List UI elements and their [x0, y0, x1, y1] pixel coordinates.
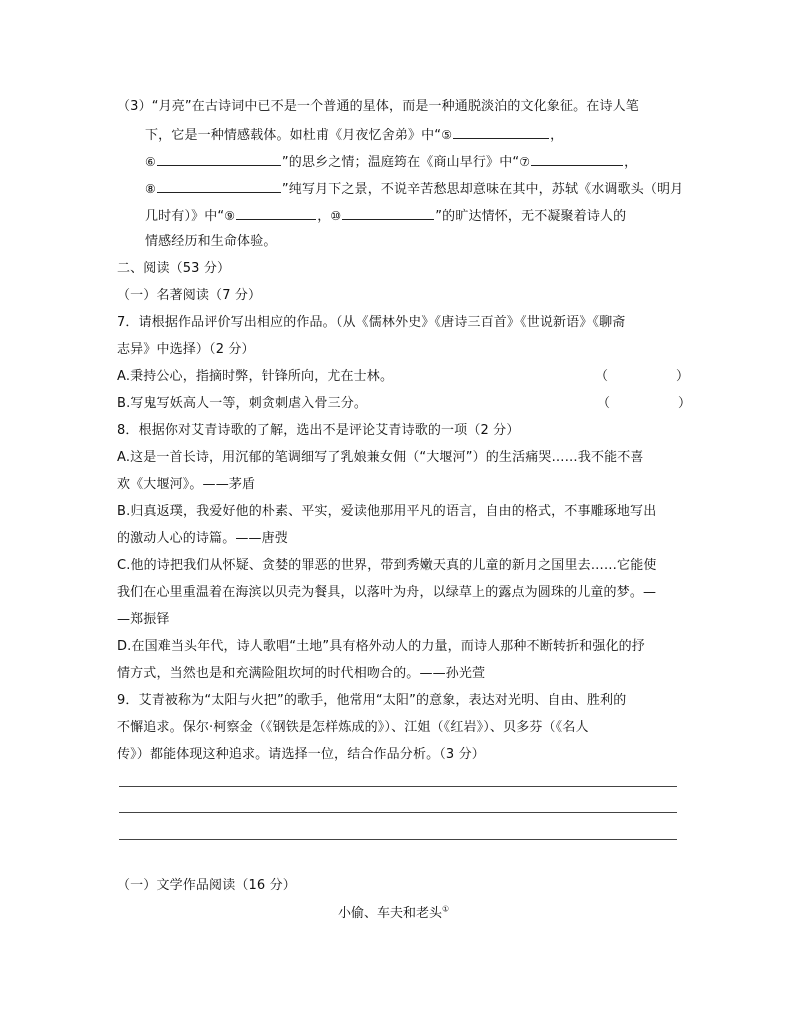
- q8-option-c-line-3: —郑振铎: [117, 612, 170, 627]
- q3-line-2: 下，它是一种情感载体。如杜甫《月夜忆舍弟》中“⑤ ，: [145, 128, 564, 143]
- blank-marker-5: ⑤: [441, 128, 453, 142]
- blank-marker-9: ⑨: [224, 209, 236, 223]
- answer-blank-5[interactable]: [453, 126, 549, 139]
- q8-option-a-line-1: A.这是一首长诗，用沉郁的笔调细写了乳娘兼女佣（“大堰河”）的生活痛哭……我不能不喜: [117, 450, 644, 465]
- q8-option-c-line-2: 我们在心里重温着在海滨以贝壳为餐具，以落叶为舟，以绿草上的露点为圆珠的儿童的梦。—: [117, 585, 657, 600]
- answer-blank-7[interactable]: [531, 153, 623, 166]
- part-2-heading: （一）文学作品阅读（16 分）: [117, 878, 296, 893]
- q7-option-b: B.写鬼写妖高人一等，刺贪刺虐入骨三分。: [117, 396, 368, 411]
- q9-answer-line-1[interactable]: [119, 786, 677, 787]
- q7-stem-line-1: 7．请根据作品评价写出相应的作品。（从《儒林外史》《唐诗三百首》《世说新语》《聊斋: [117, 315, 626, 330]
- q3-line-4: ⑧ ”纯写月下之景，不说辛苦愁思却意味在其中，苏轼《水调歌头（明月: [145, 182, 684, 197]
- q7-stem-line-2: 志异》中选择）（2 分）: [117, 342, 255, 357]
- q8-stem: 8．根据你对艾青诗歌的了解，选出不是评论艾青诗歌的一项（2 分）: [117, 423, 520, 438]
- q7-b-answer-slot[interactable]: [614, 394, 676, 412]
- q9-answer-line-3[interactable]: [119, 839, 677, 840]
- q3-line-5: 几时有）》中“⑨ ，⑩ ”的旷达情怀，无不凝聚着诗人的: [145, 209, 627, 224]
- q7-b-paren-open: （: [597, 396, 611, 411]
- q9-stem-line-2: 不懈追求。保尔·柯察金（《钢铁是怎样炼成的》）、江姐（《红岩》）、贝多芬（《名人: [117, 720, 589, 735]
- q7-a-paren-open: （: [595, 369, 609, 384]
- q7-b-paren-close: ）: [678, 396, 692, 411]
- q7-a-paren-close: ）: [676, 369, 690, 384]
- q8-option-d-line-2: 情方式，当然也是和充满险阻坎坷的时代相吻合的。——孙光萱: [117, 666, 486, 681]
- q3-line-1: （3）“月亮”在古诗词中已不是一个普通的星体，而是一种通脱淡泊的文化象征。在诗人笔: [117, 99, 639, 114]
- story-title: 小偷、车夫和老头①: [338, 904, 450, 921]
- answer-blank-6[interactable]: [157, 153, 281, 166]
- q8-option-d-line-1: D.在国难当头年代，诗人歌唱“土地”具有格外动人的力量，而诗人那种不断转折和强化的抒: [117, 639, 645, 654]
- q3-line-3: ⑥ ”的思乡之情；温庭筠在《商山早行》中“⑦ ，: [145, 155, 638, 170]
- blank-marker-6: ⑥: [145, 155, 156, 169]
- q9-stem-line-1: 9．艾青被称为“太阳与火把”的歌手，他常用“太阳”的意象，表达对光明、自由、胜利的: [117, 693, 627, 708]
- answer-blank-8[interactable]: [157, 180, 281, 193]
- q8-option-a-line-2: 欢《大堰河》。——茅盾: [117, 477, 256, 492]
- blank-marker-7: ⑦: [519, 155, 531, 169]
- q3-line-6: 情感经历和生命体验。: [145, 234, 277, 249]
- blank-marker-10: ⑩: [330, 209, 342, 223]
- q9-answer-line-2[interactable]: [119, 812, 677, 813]
- q7-a-answer-slot[interactable]: [612, 367, 674, 385]
- section-2-heading: 二、阅读（53 分）: [117, 261, 231, 276]
- answer-blank-9[interactable]: [236, 207, 316, 220]
- answer-blank-10[interactable]: [342, 207, 434, 220]
- part-1-heading: （一）名著阅读（7 分）: [117, 288, 262, 303]
- q7-option-a: A.秉持公心，指摘时弊，针锋所向，尤在士林。: [117, 369, 394, 384]
- footnote-marker: ①: [442, 904, 450, 914]
- blank-marker-8: ⑧: [145, 182, 156, 196]
- q9-stem-line-3: 传》）都能体现这种追求。请选择一位，结合作品分析。（3 分）: [117, 747, 485, 762]
- q8-option-b-line-2: 的激动人心的诗篇。——唐弢: [117, 531, 288, 546]
- q8-option-c-line-1: C.他的诗把我们从怀疑、贪婪的罪恶的世界，带到秀嫩天真的儿童的新月之国里去……它能使: [117, 558, 657, 573]
- q8-option-b-line-1: B.归真返璞，我爱好他的朴素、平实，爱读他那用平凡的语言，自由的格式，不事雕琢地写出: [117, 504, 657, 519]
